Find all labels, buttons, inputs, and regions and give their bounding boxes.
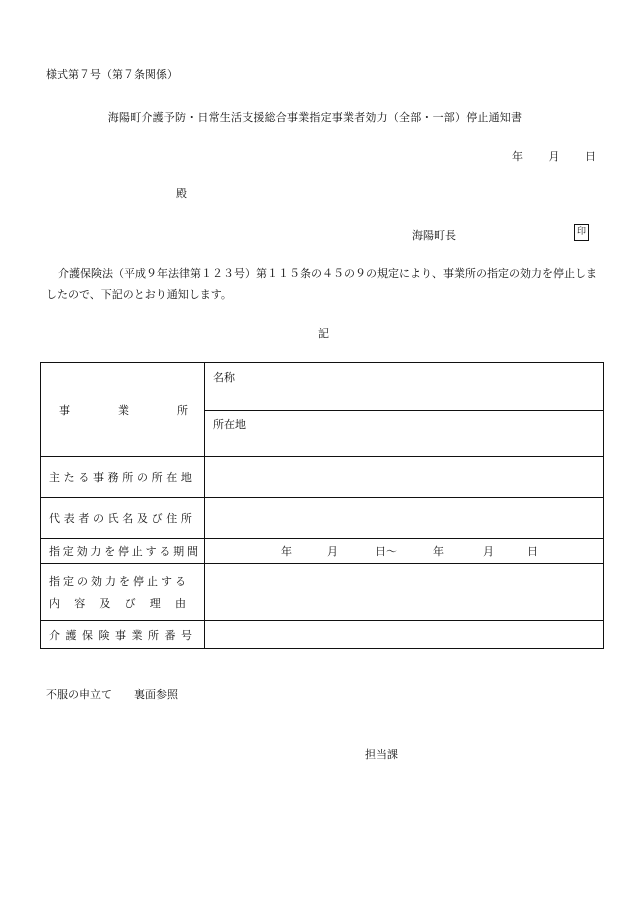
label-char: 護 xyxy=(65,628,77,642)
insurance-no-value[interactable] xyxy=(205,621,604,649)
reason-row xyxy=(41,564,604,621)
department-label: 担当課 xyxy=(365,748,398,761)
label-char: 号 xyxy=(181,628,192,642)
document-title: 海陽町介護予防・日常生活支援総合事業指定事業者効力（全部・一部）停止通知書 xyxy=(107,111,523,124)
issuer-name: 海陽町長 xyxy=(412,229,456,242)
label-char: た xyxy=(63,471,75,484)
label-char: 定 xyxy=(63,575,74,588)
date-month: 月 xyxy=(548,150,560,163)
date-year: 年 xyxy=(512,150,523,163)
label-char: び xyxy=(124,597,136,610)
period-start-month: 月 xyxy=(327,545,338,558)
label-char: 所 xyxy=(180,512,192,525)
label-char: 険 xyxy=(98,628,110,642)
label-char: 及 xyxy=(99,597,111,610)
office-name-label: 名称 xyxy=(213,371,235,384)
label-char: 及 xyxy=(136,512,148,525)
office-label-char: 事 xyxy=(59,403,70,417)
office-label xyxy=(41,363,205,457)
label-char: 定 xyxy=(62,545,74,558)
date-day: 日 xyxy=(585,150,596,163)
label-char: 事 xyxy=(115,628,126,642)
label-char: 業 xyxy=(131,628,143,642)
label-char: 内 xyxy=(49,597,60,610)
reason-label xyxy=(41,564,205,621)
label-char: 氏 xyxy=(107,512,119,525)
label-char: 代 xyxy=(49,512,60,525)
label-char: 介 xyxy=(49,628,60,642)
label-char: す xyxy=(161,575,172,588)
label-char: す xyxy=(145,545,157,558)
label-char: 停 xyxy=(117,545,129,558)
label-char: 在 xyxy=(166,471,178,484)
label-char: 止 xyxy=(147,575,158,588)
office-label-char: 所 xyxy=(177,403,188,417)
label-char: 指 xyxy=(49,545,60,558)
label-char: 効 xyxy=(76,545,88,558)
insurance-no-label xyxy=(41,621,205,649)
representative-row xyxy=(41,498,604,539)
insurance-no-row xyxy=(41,621,604,649)
label-char: 力 xyxy=(90,545,102,558)
office-label-char: 業 xyxy=(118,403,129,417)
main-office-row xyxy=(41,457,604,498)
details-table xyxy=(40,362,604,649)
label-char: 住 xyxy=(166,512,178,525)
objection-label: 不服の申立て xyxy=(46,688,112,701)
main-office-label xyxy=(41,457,205,498)
label-char: 所 xyxy=(151,471,163,484)
label-char: 所 xyxy=(148,628,159,642)
label-char: 理 xyxy=(149,597,161,610)
notice-body-text: 介護保険法（平成９年法律第１２３号）第１１５条の４５の９の規定により、事業所の指定の効力を停止しましたので、下記のとおり通知します。 xyxy=(46,267,597,301)
period-start-day: 日～ xyxy=(375,545,397,558)
label-char: る xyxy=(175,575,186,588)
label-char: 間 xyxy=(186,545,198,558)
label-char: び xyxy=(151,512,163,525)
period-start-year: 年 xyxy=(281,545,292,558)
period-row xyxy=(41,539,604,564)
label-char: の xyxy=(92,512,104,525)
label-char: 期 xyxy=(173,545,185,558)
label-char: 事 xyxy=(92,471,104,484)
addressee-honorific: 殿 xyxy=(176,187,187,200)
label-char: を xyxy=(104,545,116,558)
office-name-field[interactable] xyxy=(205,363,604,411)
label-char: 停 xyxy=(133,575,144,588)
label-char: 保 xyxy=(82,628,93,642)
seal-mark: 印 xyxy=(574,224,589,241)
objection-note xyxy=(46,686,178,702)
label-char: の xyxy=(77,575,88,588)
label-char: 者 xyxy=(78,512,90,525)
period-end-year: 年 xyxy=(433,545,444,558)
label-char: 務 xyxy=(107,471,119,484)
label-char: る xyxy=(78,471,90,484)
period-label xyxy=(41,539,205,564)
label-char: 地 xyxy=(180,471,192,484)
label-char: る xyxy=(159,545,171,558)
representative-value[interactable] xyxy=(205,498,604,539)
label-char: の xyxy=(136,471,148,484)
period-value[interactable] xyxy=(205,539,604,564)
objection-reference: 裏面参照 xyxy=(134,688,178,701)
label-char: 表 xyxy=(63,512,75,525)
label-char: 力 xyxy=(105,575,116,588)
label-char: 容 xyxy=(74,597,86,610)
label-char: 由 xyxy=(174,597,186,610)
office-row-name xyxy=(41,363,604,411)
label-char: 名 xyxy=(122,512,134,525)
label-char: 番 xyxy=(164,628,176,642)
label-char: 止 xyxy=(131,545,143,558)
representative-label xyxy=(41,498,205,539)
label-char: 所 xyxy=(122,471,134,484)
form-number: 様式第７号（第７条関係） xyxy=(46,68,178,81)
label-char: 効 xyxy=(91,575,102,588)
office-address-field[interactable] xyxy=(205,411,604,457)
main-office-value[interactable] xyxy=(205,457,604,498)
reason-value[interactable] xyxy=(205,564,604,621)
period-end-day: 日 xyxy=(527,545,538,558)
office-address-label: 所在地 xyxy=(213,418,246,431)
label-char: 主 xyxy=(49,471,60,484)
period-end-month: 月 xyxy=(483,545,494,558)
label-char: を xyxy=(119,575,130,588)
label-char: 指 xyxy=(49,575,60,588)
ki-heading: 記 xyxy=(318,327,329,340)
issue-date xyxy=(490,148,596,164)
